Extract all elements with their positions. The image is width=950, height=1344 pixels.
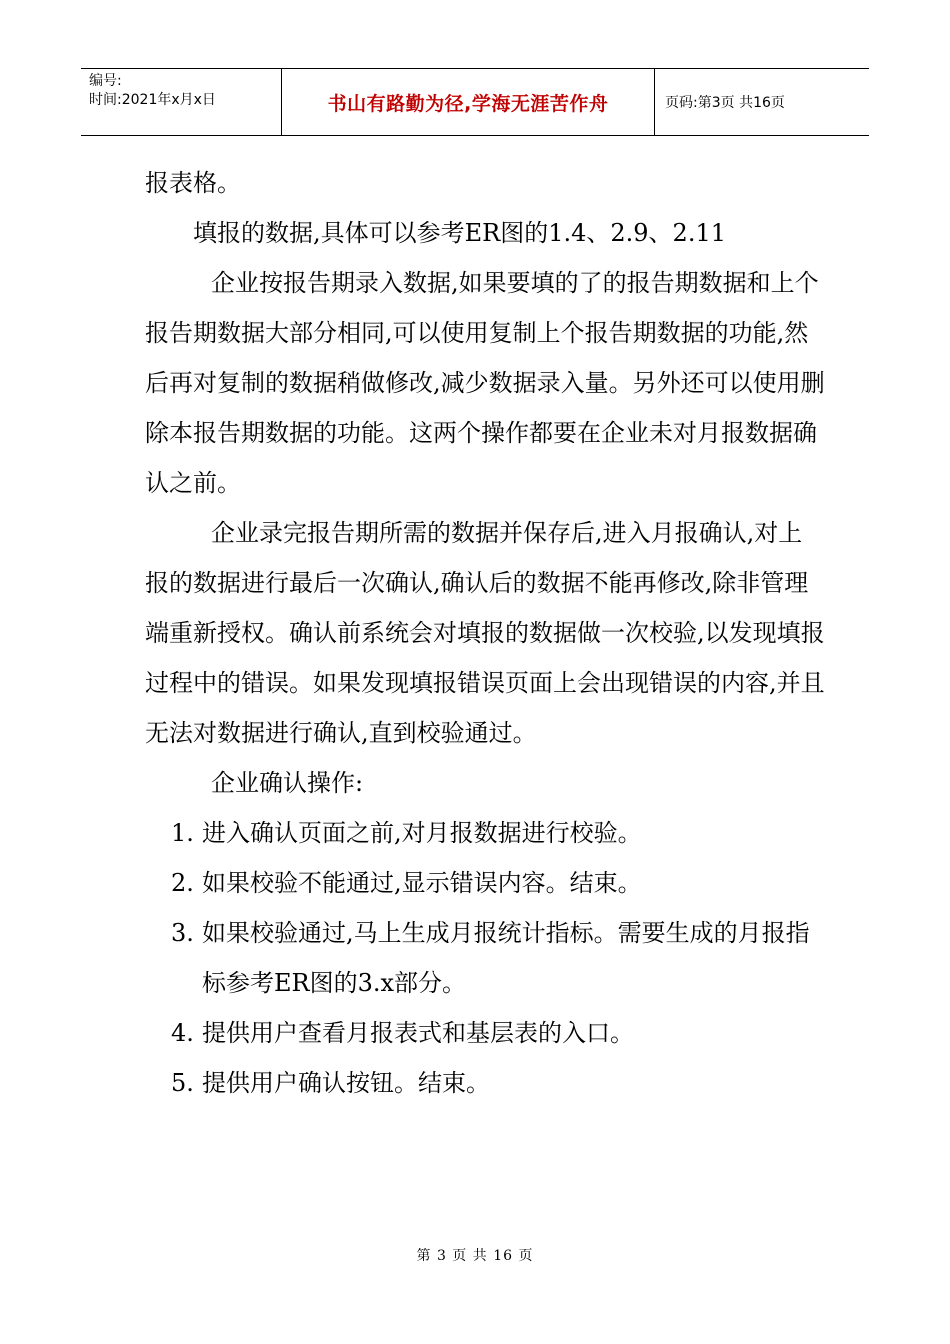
document-body (145, 158, 825, 1108)
operation-steps-list (145, 808, 825, 1108)
paragraph-continuation: 报表格。 (145, 169, 241, 197)
paragraph-er-reference: 填报的数据,具体可以参考ER图的1.4、2.9、2.11 (193, 219, 726, 247)
header-page-info: 页码:第3页 共16页 (665, 95, 785, 111)
list-item (145, 1058, 825, 1108)
list-item (145, 908, 825, 1008)
document-date: 时间:2021年x月x日 (89, 92, 216, 108)
page-footer: 第 3 页 共 16 页 (416, 1248, 534, 1264)
list-item-text: 如果校验不能通过,显示错误内容。结束。 (202, 869, 642, 897)
list-item-text: 提供用户查看月报表式和基层表的入口。 (202, 1019, 634, 1047)
list-item-number: 2. (171, 869, 194, 897)
list-item (145, 858, 825, 908)
page-header (81, 68, 869, 136)
list-item-text: 进入确认页面之前,对月报数据进行校验。 (202, 819, 642, 847)
document-number-label: 编号: (89, 73, 122, 89)
list-item-number: 4. (171, 1019, 194, 1047)
header-page-info-cell (655, 69, 869, 135)
paragraph-data-entry: 企业按报告期录入数据,如果要填的了的报告期数据和上个报告期数据大部分相同,可以使用复制上个报告期数据的功能,然后再对复制的数据稍做修改,减少数据录入量。另外还可以使用删除本报告期数据的功能。这两个操作都要在企业未对月报数据确认之前。 (145, 269, 825, 497)
list-item (145, 808, 825, 858)
list-item-text: 提供用户确认按钮。结束。 (202, 1069, 490, 1097)
paragraph-confirmation: 企业录完报告期所需的数据并保存后,进入月报确认,对上报的数据进行最后一次确认,确认后的数据不能再修改,除非管理端重新授权。确认前系统会对填报的数据做一次校验,以发现填报过程中的错误。如果发现填报错误页面上会出现错误的内容,并且无法对数据进行确认,直到校验通过。 (145, 519, 825, 747)
header-motto: 书山有路勤为径,学海无涯苦作舟 (327, 92, 609, 115)
list-item-number: 1. (171, 819, 194, 847)
list-item-text: 如果校验通过,马上生成月报统计指标。需要生成的月报指标参考ER图的3.x部分。 (202, 919, 810, 997)
list-item-number: 3. (171, 919, 194, 947)
header-meta (81, 69, 282, 135)
list-item (145, 1008, 825, 1058)
paragraph-operation-heading: 企业确认操作: (211, 769, 364, 797)
header-motto-cell (282, 69, 655, 135)
list-item-number: 5. (171, 1069, 194, 1097)
